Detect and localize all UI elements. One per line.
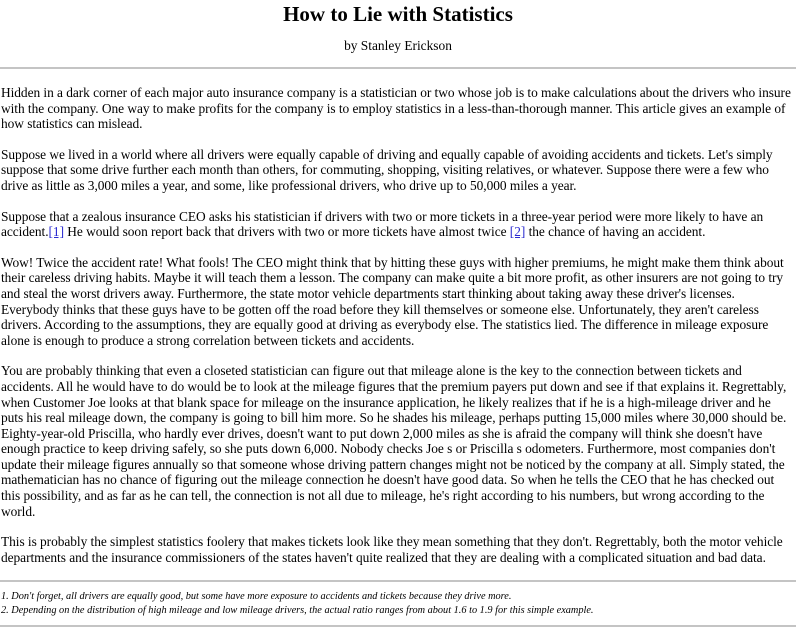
paragraph-text: He would soon report back that drivers with two or more tickets have almost twice xyxy=(63,224,510,240)
header-divider xyxy=(0,67,796,69)
paragraph-suppose-world: Suppose we lived in a world where all drivers were equally capable of driving and equally capable of avoiding accidents and tickets. Let's simply suppose that some drive further each month than others, for commuting, shopping, visiting relatives, or whatever. Suppose there were a few who drive as little as 3,000 miles a year, and some, like professional drivers, who drive up to 50,000 miles a year. xyxy=(1,146,773,193)
paragraph-intro: Hidden in a dark corner of each major auto insurance company is a statistician or two whose job is to make calculations about the drivers who insure with the company. One way to make profits for the company is to employ statistics in a less-than-thorough manner. This article gives an example of how statistics can mislead. xyxy=(1,85,791,132)
article-byline: by Stanley Erickson xyxy=(344,38,452,53)
article-title: How to Lie with Statistics xyxy=(283,2,513,26)
footnote-2: 2. Depending on the distribution of high mileage and low mileage drivers, the actual ratio ranges from about 1.6 to 1.9 for this simple example. xyxy=(1,604,594,616)
footnotes xyxy=(0,582,796,625)
paragraph-conclusion: This is probably the simplest statistics foolery that makes tickets look like they mean something that they don't. Regrettably, both the motor vehicle departments and the insurance commissioners of the states haven't quite realized that they are dealing with a complicated situation and bad data. xyxy=(1,534,783,565)
footnote-link-1[interactable]: [1] xyxy=(48,224,64,240)
footnote-link-2[interactable]: [2] xyxy=(509,224,526,240)
paragraph-wow: Wow! Twice the accident rate! What fools! The CEO might think that by hitting these guys with higher premiums, he might make them think about their careless driving habits. Maybe it will teach them a lesson. The company can make quite a bit more profit, as other insurers are not going to try and steal the worst drivers away. Furthermore, the state motor vehicle departments start thinking about taking away these driver's licenses. Everybody thinks that these guys have to be gotten off the road before they kill themselves or someone else. Unfortunately, they aren't careless drivers. According to the assumptions, they are equally good at driving as everybody else. The statistics lied. The difference in mileage exposure alone is enough to produce a strong correlation between tickets and accidents. xyxy=(1,254,784,348)
footnote-1: 1. Don't forget, all drivers are equally good, but some have more exposure to accidents and tickets because they drive more. xyxy=(1,591,512,603)
paragraph-text: the chance of having an accident. xyxy=(525,224,706,240)
paragraph-mileage: You are probably thinking that even a closeted statistician can figure out that mileage alone is the key to the connection between tickets and accidents. All he would have to do would be to look at the mileage figures that the premium payers put down and see if that explains it. Regrettably, when Customer Joe looks at that blank space for mileage on the insurance application, he likely realizes that if he is a high-mileage driver and he puts his real mileage down, the company is going to bill him more. So he shades his mileage, perhaps putting 15,000 miles where 30,000 should be. Eighty-year-old Priscilla, who hardly ever drives, doesn't want to put down 2,000 miles as she is afraid the company will think she doesn't have enough practice to keep driving safely, so she puts down 6,000. Nobody checks Joe s or Priscilla s odometers. Furthermore, most companies don't update their mileage figures annually so that someone whose driving pattern changes might not be noticed by the company at all. Simply stated, the mathematician has no chance of figuring out the mileage connection he doesn't have good data. So when he tells the CEO that he has checked out this possibility, and as far as he can tell, the connection is not all due to mileage, he's right according to his numbers, but wrong according to the world. xyxy=(1,363,787,519)
paragraph-text: Suppose that a zealous insurance CEO asks his statistician if drivers with two or more tickets in a three-year period were more likely to have an accident. xyxy=(1,208,764,240)
paragraph-ceo-question xyxy=(0,209,796,240)
